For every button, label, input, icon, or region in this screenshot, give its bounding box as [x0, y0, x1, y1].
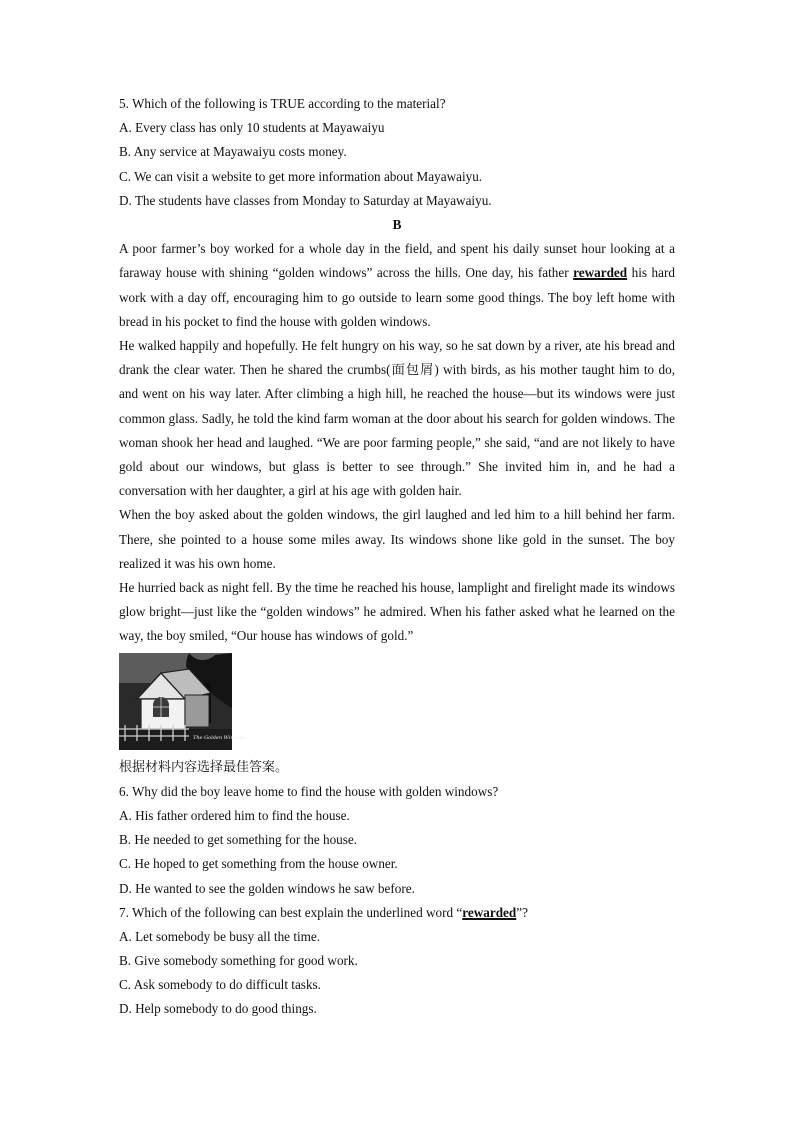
golden-windows-illustration [119, 653, 247, 750]
passage-paragraph-2: He walked happily and hopefully. He felt hungry on his way, so he sat down by a river, ate his bread and drank the clear water. Then he shared the crumbs(面包屑) with birds, as his mother taught him to do, and went on his way later. After climbing a high hill, he reached the house—but its windows were just common glass. Sadly, he told the kind farm woman at the door about his search for golden windows. The woman shook her head and laughed. “We are poor farming people,” she said, “and are not likely to have gold about our windows, but glass is better to see through.” She invited him in, and he had a conversation with her daughter, a girl at his age with golden hair. [119, 337, 675, 499]
q6-option-d: D. He wanted to see the golden windows he saw before. [119, 880, 415, 896]
q6-option-c: C. He hoped to get something from the house owner. [119, 856, 398, 872]
q7-question-end: ”? [516, 904, 528, 920]
worksheet-page [119, 92, 675, 1022]
q7-option-c: C. Ask somebody to do difficult tasks. [119, 977, 321, 993]
q5-option-c: C. We can visit a website to get more information about Mayawaiyu. [119, 168, 483, 184]
section-heading: B [392, 216, 402, 232]
q7-option-b: B. Give somebody something for good work. [119, 953, 358, 969]
q7-underlined-keyword: rewarded [462, 904, 517, 920]
q5-question: 5. Which of the following is TRUE according to the material? [119, 96, 446, 111]
q5-option-b: B. Any service at Mayawaiyu costs money. [119, 144, 347, 160]
q5-option-a: A. Every class has only 10 students at Mayawaiyu [119, 120, 385, 136]
passage-paragraph-4: He hurried back as night fell. By the time he reached his house, lamplight and firelight made its windows glow bright—just like the “golden windows” he admired. When his father asked what he learned on the way, the boy smiled, “Our house has windows of gold.” [119, 579, 675, 644]
q6-question: 6. Why did the boy leave home to find the house with golden windows? [119, 783, 499, 799]
q5-option-d: D. The students have classes from Monday to Saturday at Mayawaiyu. [119, 192, 492, 208]
picture-caption-text: The Golden Windows [193, 734, 247, 741]
q6-option-a: A. His father ordered him to find the house. [119, 807, 350, 823]
q7-option-a: A. Let somebody be busy all the time. [119, 928, 321, 944]
passage-text: A poor farmer’s boy worked for a whole day in the field, and spent his daily sunset hour looking at a faraway house with shining “golden windows” across the hills. One day, his father [119, 241, 675, 281]
q7-option-d: D. Help somebody to do good things. [119, 1001, 317, 1017]
passage-paragraph-1 [119, 237, 675, 334]
passage-paragraph-3: When the boy asked about the golden windows, the girl laughed and led him to a hill behind her farm. There, she pointed to a house some miles away. Its windows shone like gold in the sunset. The boy realized it was his own home. [119, 507, 675, 571]
passage-text: his hard work with a day off, encouraging him to go outside to learn some good things. The boy left home with bread in his pocket to find the house with golden windows. [119, 265, 675, 329]
instruction-text: 根据材料内容选择最佳答案。 [119, 759, 289, 775]
q7-question [119, 901, 675, 925]
q6-option-b: B. He needed to get something for the house. [119, 832, 358, 848]
q7-question-text: 7. Which of the following can best explain the underlined word “ [119, 904, 463, 920]
underlined-keyword: rewarded [573, 265, 628, 281]
